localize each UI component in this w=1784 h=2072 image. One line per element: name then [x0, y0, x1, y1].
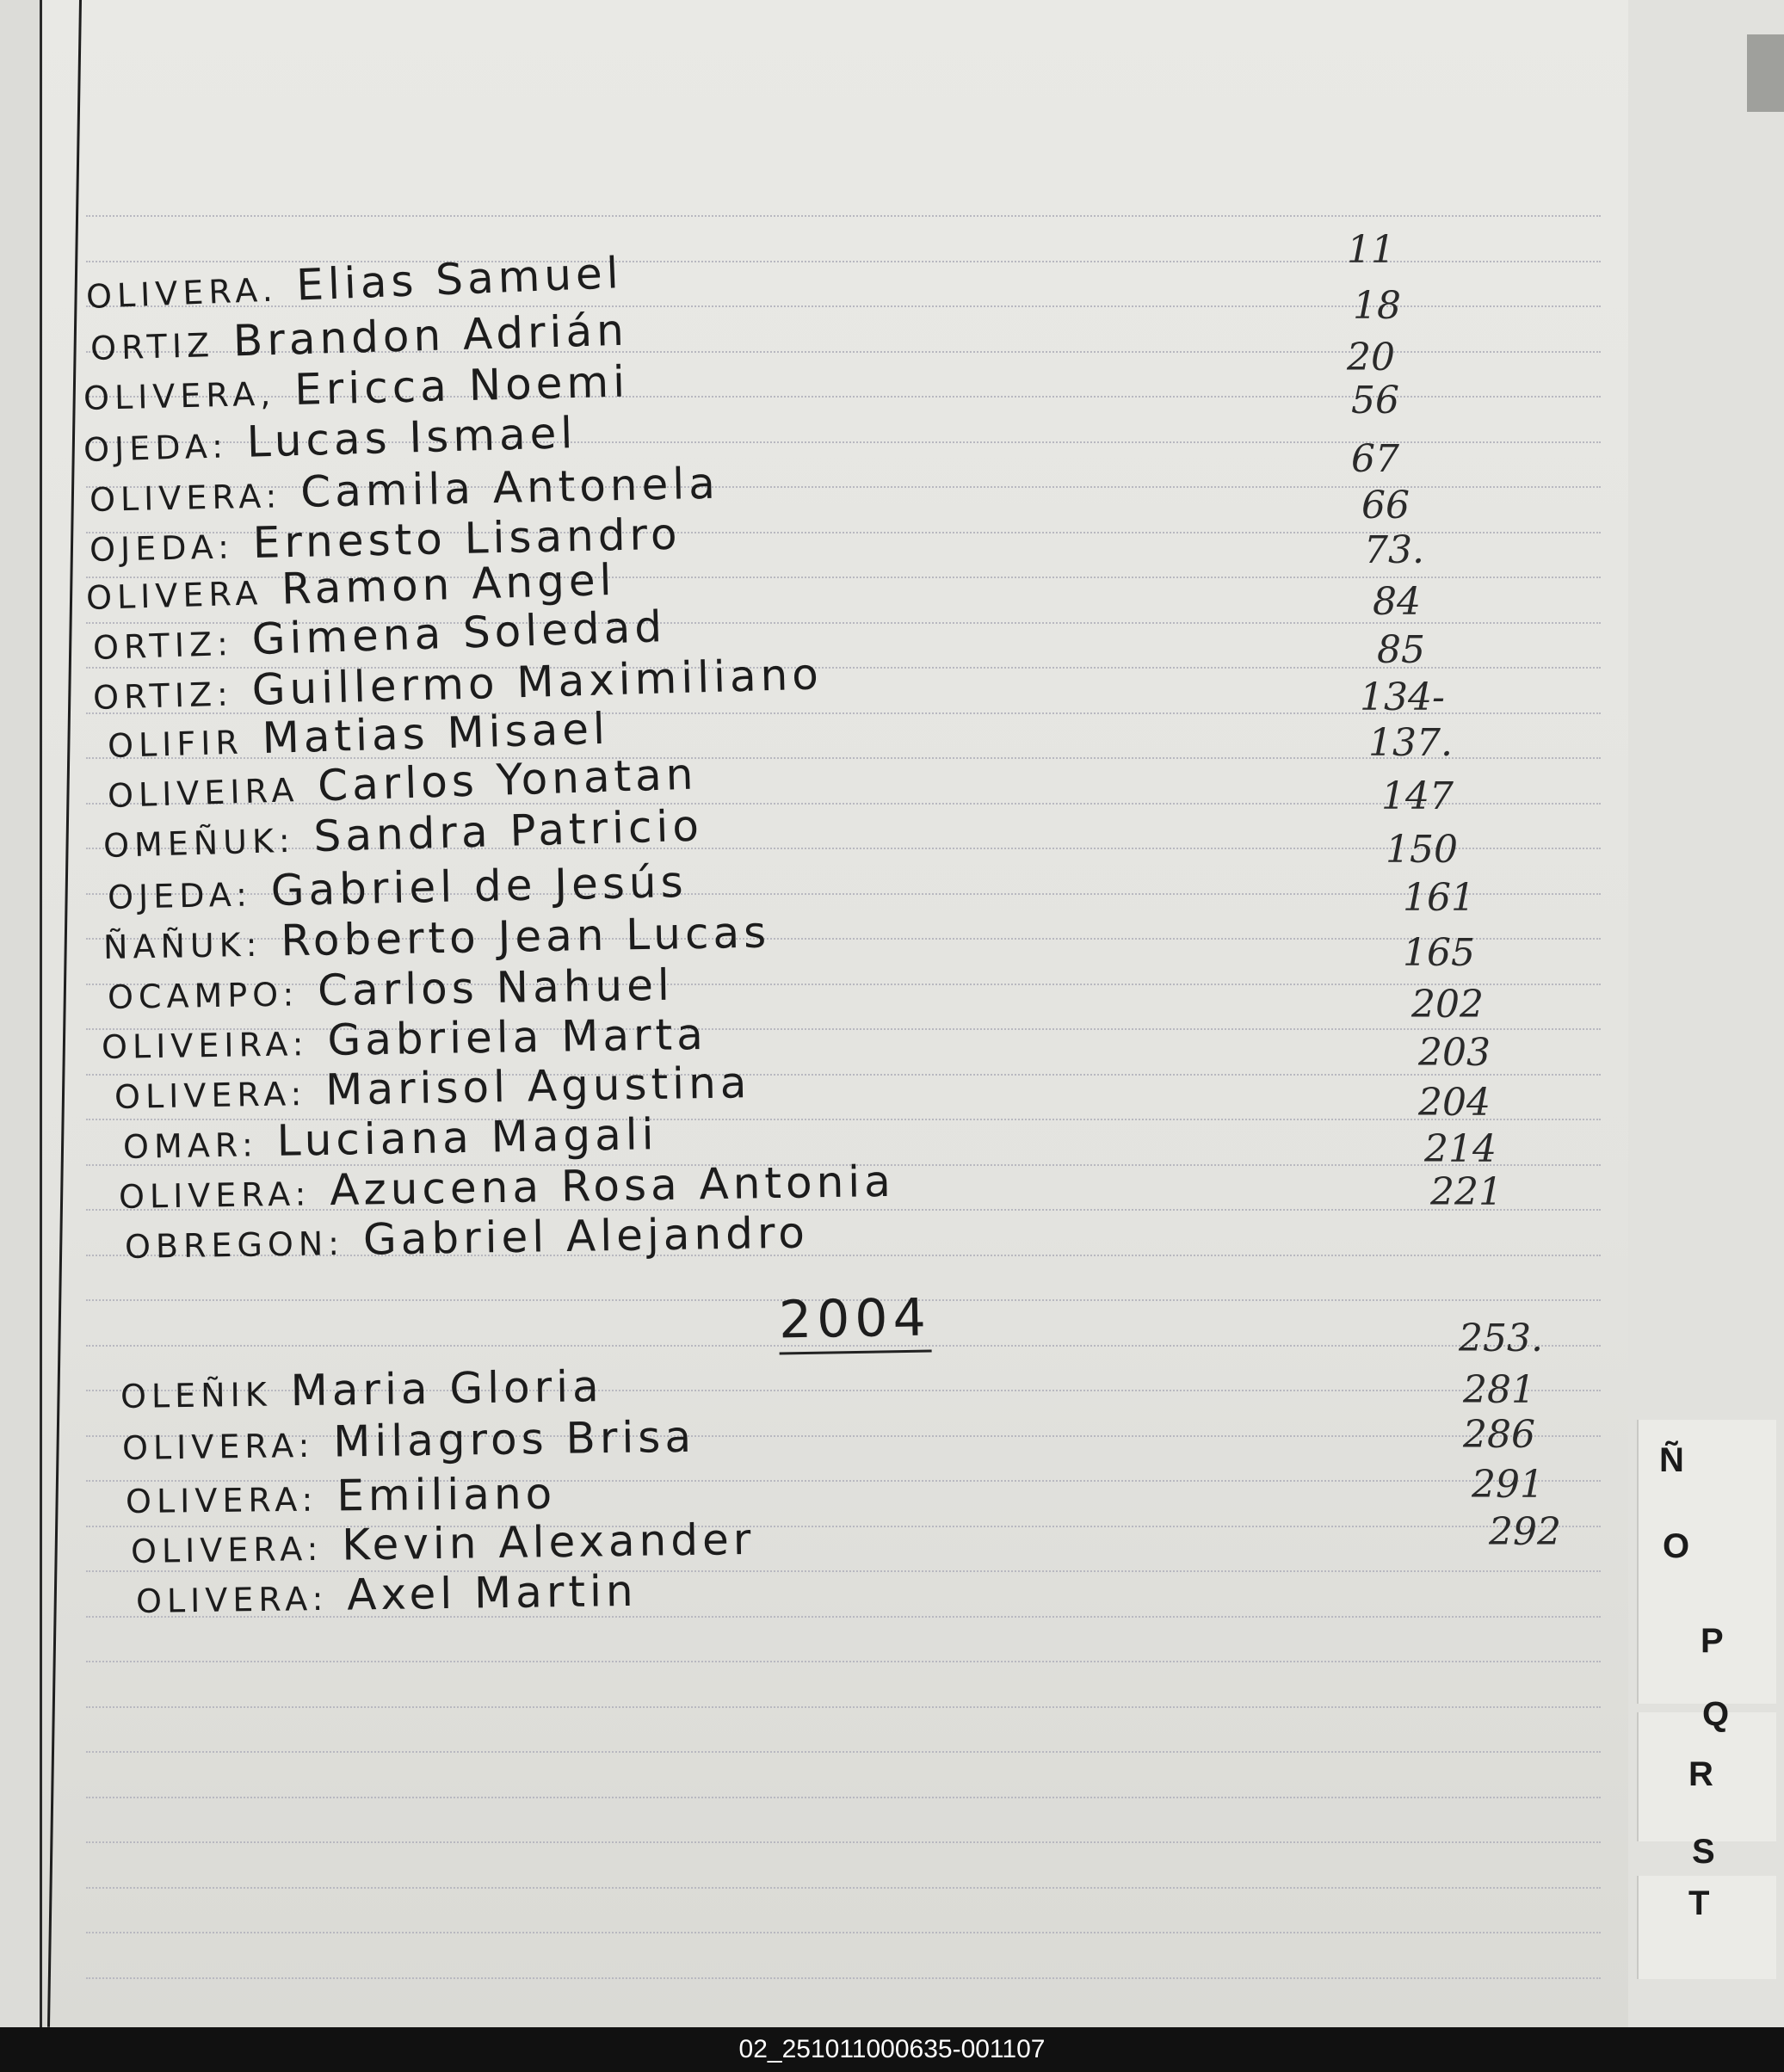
- ruled-line: [86, 1706, 1601, 1708]
- index-tab-band: [1637, 1420, 1776, 1704]
- surname-text: OLIVERA:: [89, 477, 282, 519]
- surname-text: OLIVERA:: [121, 1426, 315, 1467]
- given-names-text: Carlos Yonatan: [317, 749, 699, 811]
- record-number: 221: [1430, 1170, 1503, 1214]
- given-names-text: Marisol Agustina: [324, 1058, 751, 1115]
- given-names-text: Kevin Alexander: [341, 1514, 756, 1570]
- ruled-line: [86, 1887, 1601, 1889]
- ruled-line: [86, 1932, 1601, 1933]
- record-number: 286: [1463, 1413, 1535, 1457]
- record-number: 150: [1386, 828, 1458, 872]
- record-number: 281: [1463, 1368, 1535, 1412]
- surname-text: OBREGON:: [124, 1224, 345, 1266]
- record-number: 203: [1418, 1031, 1491, 1075]
- given-names-text: Sandra Patricio: [312, 800, 704, 862]
- surname-text: OMAR:: [122, 1125, 259, 1166]
- list-item: [122, 1412, 696, 1470]
- index-tab-letter[interactable]: P: [1701, 1622, 1724, 1660]
- surname-text: OLIVERA,: [83, 374, 276, 417]
- surname-text: OLIVERA:: [135, 1579, 329, 1620]
- record-number: 20: [1347, 336, 1395, 379]
- index-tab-letter[interactable]: Ñ: [1659, 1441, 1684, 1479]
- surname-text: OLIVERA.: [85, 270, 279, 316]
- given-names-text: Luciana Magali: [276, 1109, 659, 1166]
- surname-text: OLIVEIRA:: [101, 1025, 309, 1066]
- record-number: 204: [1418, 1081, 1491, 1125]
- scan-footer-code: 02_251011000635-001107: [0, 2027, 1784, 2072]
- surname-text: OLEÑIK: [120, 1375, 273, 1415]
- record-number: 85: [1377, 628, 1425, 672]
- given-names-text: Ernesto Lisandro: [252, 509, 682, 569]
- record-number: 18: [1353, 284, 1401, 328]
- list-item: [131, 1514, 756, 1573]
- surname-text: OLIVERA:: [118, 1175, 312, 1216]
- year-heading: 2004: [778, 1287, 931, 1354]
- index-tab-letter[interactable]: S: [1692, 1833, 1715, 1871]
- ruled-line: [86, 1841, 1601, 1843]
- surname-text: OMEÑUK:: [102, 821, 296, 865]
- given-names-text: Camila Antonela: [299, 458, 720, 517]
- record-number: 165: [1403, 931, 1475, 975]
- surname-text: ORTIZ:: [92, 675, 234, 717]
- record-number: 137.: [1368, 721, 1453, 765]
- record-number: 147: [1381, 774, 1454, 818]
- ruled-line: [86, 1751, 1601, 1753]
- list-item: [108, 960, 675, 1019]
- record-number: 84: [1373, 580, 1421, 624]
- given-names-text: Gabriela Marta: [327, 1008, 708, 1065]
- given-names-text: Elias Samuel: [295, 248, 624, 311]
- given-names-text: Gabriel Alejandro: [362, 1207, 810, 1265]
- record-number: 161: [1403, 876, 1475, 920]
- ruled-line: [86, 1661, 1601, 1662]
- surname-text: OLIFIR: [107, 723, 244, 765]
- surname-text: ORTIZ:: [92, 624, 234, 667]
- given-names-text: Maria Gloria: [290, 1361, 604, 1416]
- record-number: 134-: [1360, 675, 1445, 719]
- surname-text: OJEDA:: [107, 875, 253, 916]
- surname-text: OCAMPO:: [107, 975, 299, 1016]
- ruled-line: [86, 1977, 1601, 1979]
- given-names-text: Brandon Adrián: [232, 305, 629, 367]
- list-item: [126, 1469, 557, 1523]
- surname-text: OJEDA:: [89, 527, 235, 569]
- surname-text: OLIVERA: [85, 574, 263, 617]
- record-number: 253.: [1459, 1317, 1543, 1360]
- given-names-text: Milagros Brisa: [332, 1411, 696, 1467]
- given-names-text: Lucas Ismael: [245, 408, 577, 467]
- given-names-text: Matias Misael: [261, 703, 610, 763]
- given-names-text: Emiliano: [336, 1468, 557, 1521]
- record-number: 202: [1411, 983, 1484, 1027]
- surname-text: ÑAÑUK:: [102, 925, 262, 966]
- given-names-text: Ramon Angel: [281, 554, 617, 614]
- surname-text: OLIVEIRA: [107, 771, 300, 815]
- record-number: 11: [1347, 228, 1395, 272]
- index-tab-letter[interactable]: Q: [1702, 1695, 1730, 1733]
- ruled-line: [86, 215, 1601, 217]
- given-names-text: Ericca Noemi: [293, 356, 630, 415]
- given-names-text: Axel Martin: [346, 1565, 638, 1620]
- record-number: 291: [1472, 1463, 1544, 1507]
- given-names-text: Guillermo Maximiliano: [250, 649, 824, 715]
- given-names-text: Carlos Nahuel: [317, 959, 675, 1016]
- list-item: [136, 1566, 638, 1623]
- record-number: 214: [1424, 1127, 1497, 1171]
- record-number: 66: [1361, 484, 1410, 527]
- given-names-text: Gabriel de Jesús: [270, 856, 688, 916]
- given-names-text: Gimena Soledad: [250, 601, 667, 665]
- given-names-text: Roberto Jean Lucas: [280, 907, 771, 966]
- list-item: [120, 1361, 603, 1418]
- list-item: [122, 1109, 658, 1169]
- index-tab-letter[interactable]: R: [1688, 1755, 1713, 1793]
- record-number: 67: [1351, 437, 1399, 481]
- record-number: 292: [1489, 1510, 1561, 1554]
- surname-text: OJEDA:: [83, 427, 229, 469]
- surname-text: OLIVERA:: [130, 1529, 324, 1570]
- surname-text: ORTIZ: [90, 325, 215, 367]
- record-number: 73.: [1364, 528, 1424, 572]
- ruled-line: [86, 1797, 1601, 1798]
- surname-text: OLIVERA:: [125, 1480, 318, 1520]
- page-binding: [0, 0, 42, 2027]
- tab-edge-shadow: [1747, 34, 1784, 112]
- surname-text: OLIVERA:: [114, 1075, 307, 1116]
- index-tab-letter[interactable]: T: [1688, 1884, 1710, 1922]
- index-tab-letter[interactable]: O: [1663, 1527, 1690, 1565]
- given-names-text: Azucena Rosa Antonia: [329, 1156, 896, 1216]
- record-number: 56: [1351, 379, 1399, 422]
